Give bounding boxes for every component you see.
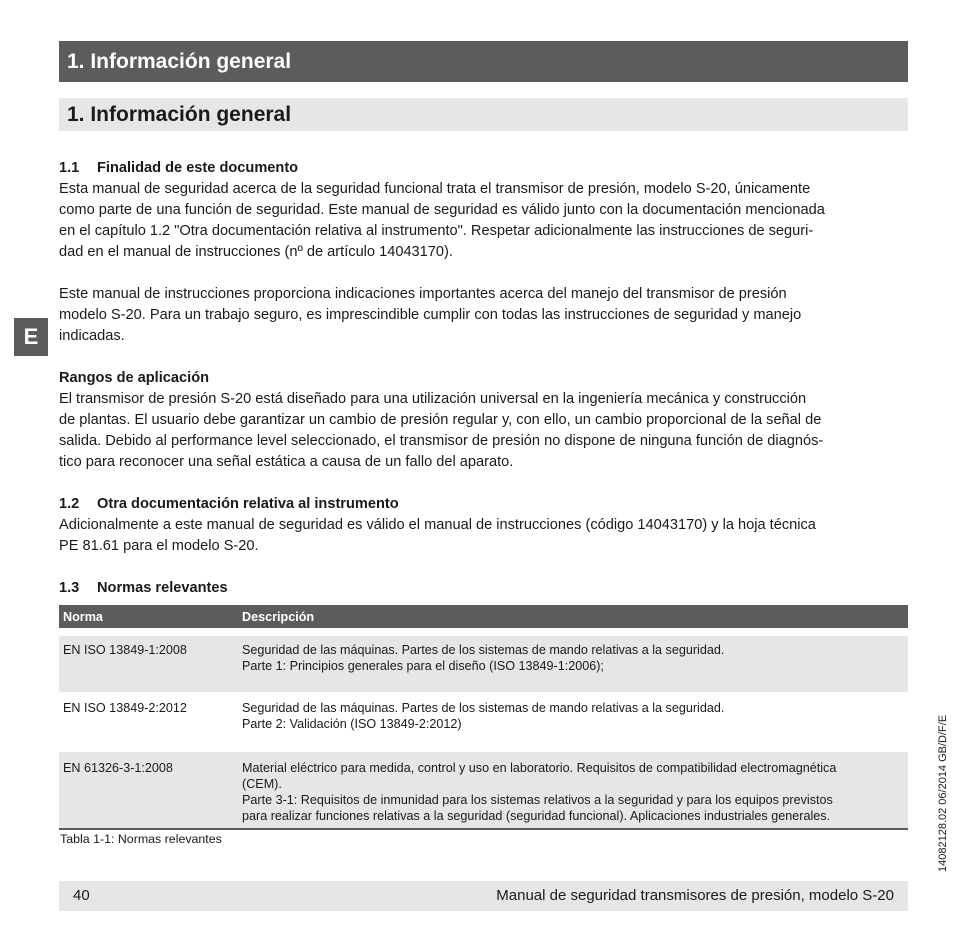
- norma-cell: EN ISO 13849-2:2012: [59, 692, 238, 752]
- section-1-2-heading: [59, 494, 911, 515]
- text-line: Adicionalmente a este manual de seguridad es válido el manual de instrucciones (código 14043170) y la hoja técnica: [59, 517, 816, 533]
- subsection-heading: Rangos de aplicación: [59, 370, 210, 386]
- text-line: dad en el manual de instrucciones (nº de artículo 14043170).: [59, 244, 453, 260]
- page-footer: [59, 881, 908, 911]
- table-row: [59, 636, 908, 692]
- column-header-descripcion: Descripción: [238, 605, 908, 628]
- text-line: salida. Debido al performance level seleccionado, el transmisor de presión no dispone de ninguna función de diagnós-: [59, 433, 824, 449]
- text-line: tico para reconocer una señal estática a causa de un fallo del aparato.: [59, 454, 514, 470]
- description-cell: [238, 752, 908, 829]
- text-line: modelo S-20. Para un trabajo seguro, es imprescindible cumplir con todas las instrucciones de seguridad y manejo: [59, 307, 802, 323]
- standards-table: [59, 605, 908, 830]
- text-line: Parte 3-1: Requisitos de inmunidad para los sistemas relativos a la seguridad y para los equipos previstos: [242, 793, 833, 807]
- language-tab: E: [14, 318, 48, 356]
- text-line: para realizar funciones relativas a la seguridad (seguridad funcional). Aplicaciones industriales generales.: [242, 809, 831, 823]
- section-number: 1.3: [59, 580, 80, 596]
- table-row: [59, 692, 908, 752]
- paragraph: [59, 284, 911, 347]
- column-header-norma: Norma: [59, 605, 238, 628]
- text-line: como parte de una función de seguridad. Este manual de seguridad es válido junto con la documentación mencionada: [59, 202, 825, 218]
- text-line: Parte 2: Validación (ISO 13849-2:2012): [242, 717, 462, 731]
- text-line: en el capítulo 1.2 "Otra documentación relativa al instrumento". Respetar adicionalmente las instrucciones de seguri-: [59, 223, 814, 239]
- section-1-3-heading: [59, 578, 911, 599]
- section-number: 1.2: [59, 496, 80, 512]
- section-title: Normas relevantes: [97, 580, 228, 596]
- text-line: indicadas.: [59, 328, 125, 344]
- section-title: Finalidad de este documento: [97, 160, 299, 176]
- norma-cell: EN 61326-3-1:2008: [59, 752, 238, 829]
- main-content: [59, 158, 911, 830]
- table-caption: Tabla 1-1: Normas relevantes: [60, 832, 222, 846]
- table-header-row: [59, 605, 908, 628]
- document-code: 14082128.02 06/2014 GB/D/F/E: [937, 714, 949, 872]
- section-title: Otra documentación relativa al instrumento: [97, 496, 399, 512]
- chapter-title-bar: 1. Información general: [59, 98, 908, 131]
- section-1-1-heading: [59, 158, 911, 179]
- text-line: Este manual de instrucciones proporciona indicaciones importantes acerca del manejo del transmisor de presión: [59, 286, 787, 302]
- paragraph: [59, 389, 911, 473]
- text-line: (CEM).: [242, 777, 282, 791]
- table-row: [59, 752, 908, 829]
- description-cell: [238, 636, 908, 692]
- paragraph: [59, 515, 911, 557]
- text-line: PE 81.61 para el modelo S-20.: [59, 538, 259, 554]
- text-line: El transmisor de presión S-20 está diseñado para una utilización universal en la ingeniería mecánica y construcción: [59, 391, 807, 407]
- norma-cell: EN ISO 13849-1:2008: [59, 636, 238, 692]
- text-line: Seguridad de las máquinas. Partes de los sistemas de mando relativas a la seguridad.: [242, 643, 725, 657]
- paragraph: [59, 179, 911, 263]
- text-line: Seguridad de las máquinas. Partes de los sistemas de mando relativas a la seguridad.: [242, 701, 725, 715]
- footer-title: Manual de seguridad transmisores de presión, modelo S-20: [496, 887, 894, 904]
- text-line: Material eléctrico para medida, control y uso en laboratorio. Requisitos de compatibilidad electromagnética: [242, 761, 837, 775]
- description-cell: [238, 692, 908, 752]
- chapter-header-bar: 1. Información general: [59, 41, 908, 82]
- text-line: Parte 1: Principios generales para el diseño (ISO 13849-1:2006);: [242, 659, 604, 673]
- page-number: 40: [73, 887, 90, 904]
- text-line: Esta manual de seguridad acerca de la seguridad funcional trata el transmisor de presión, modelo S-20, únicamente: [59, 181, 811, 197]
- section-number: 1.1: [59, 160, 80, 176]
- text-line: de plantas. El usuario debe garantizar un cambio de presión regular y, con ello, un cambio proporcional de la señal de: [59, 412, 822, 428]
